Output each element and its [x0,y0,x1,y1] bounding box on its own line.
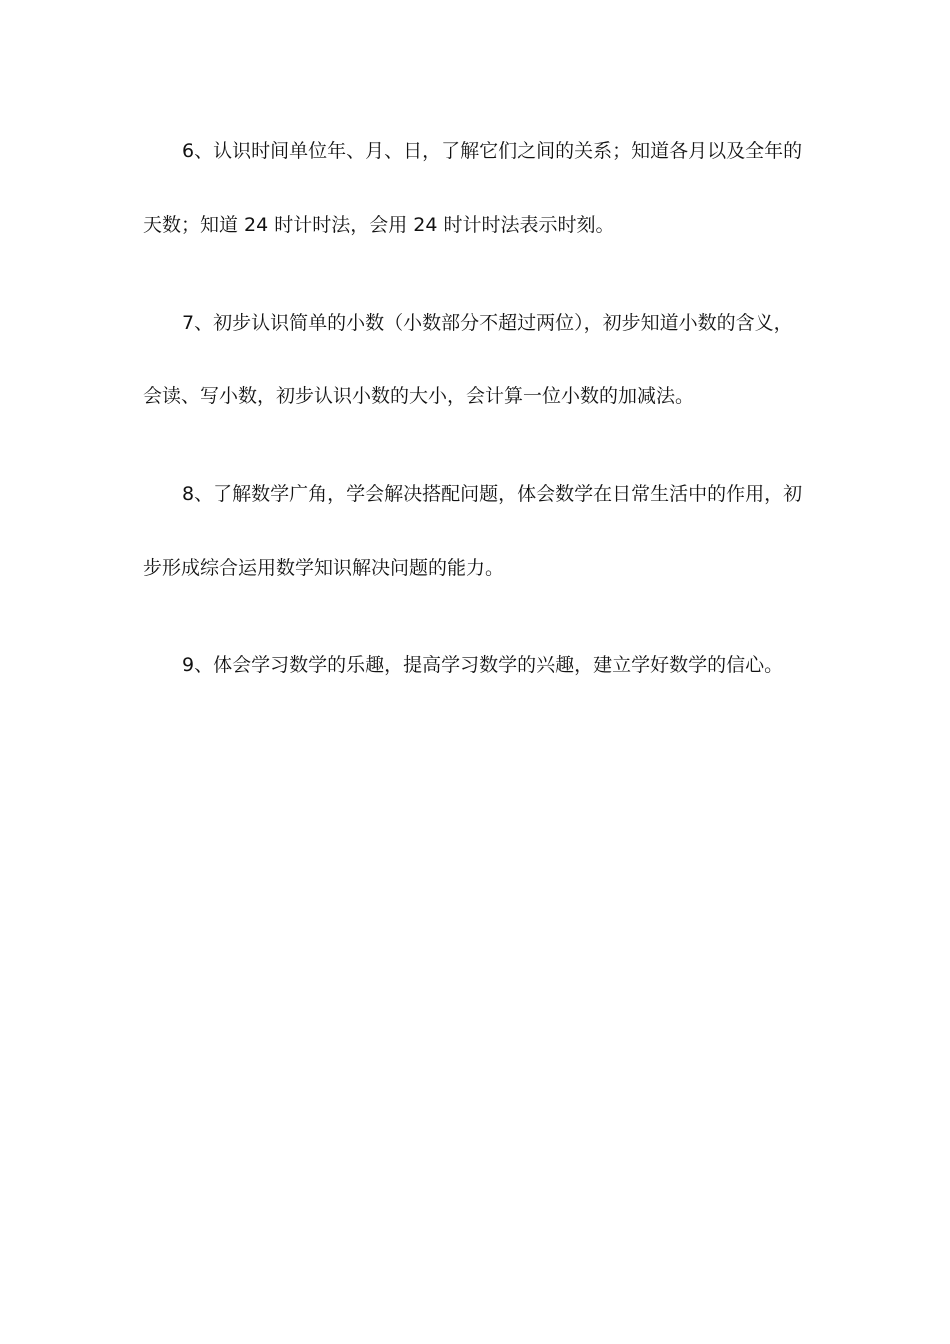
paragraph-line: 天数；知道 24 时计时法，会用 24 时计时法表示时刻。 [143,214,615,236]
paragraph-line: 步形成综合运用数学知识解决问题的能力。 [143,557,505,579]
paragraph-line: 7、初步认识简单的小数（小数部分不超过两位），初步知道小数的含义， [182,312,793,334]
paragraph-line: 8、了解数学广角，学会解决搭配问题，体会数学在日常生活中的作用，初 [182,483,803,505]
paragraph-line: 9、体会学习数学的乐趣，提高学习数学的兴趣，建立学好数学的信心。 [182,654,784,676]
paragraph-line: 6、认识时间单位年、月、日，了解它们之间的关系；知道各月以及全年的 [182,140,803,162]
paragraph-line: 会读、写小数，初步认识小数的大小，会计算一位小数的加减法。 [143,385,695,407]
